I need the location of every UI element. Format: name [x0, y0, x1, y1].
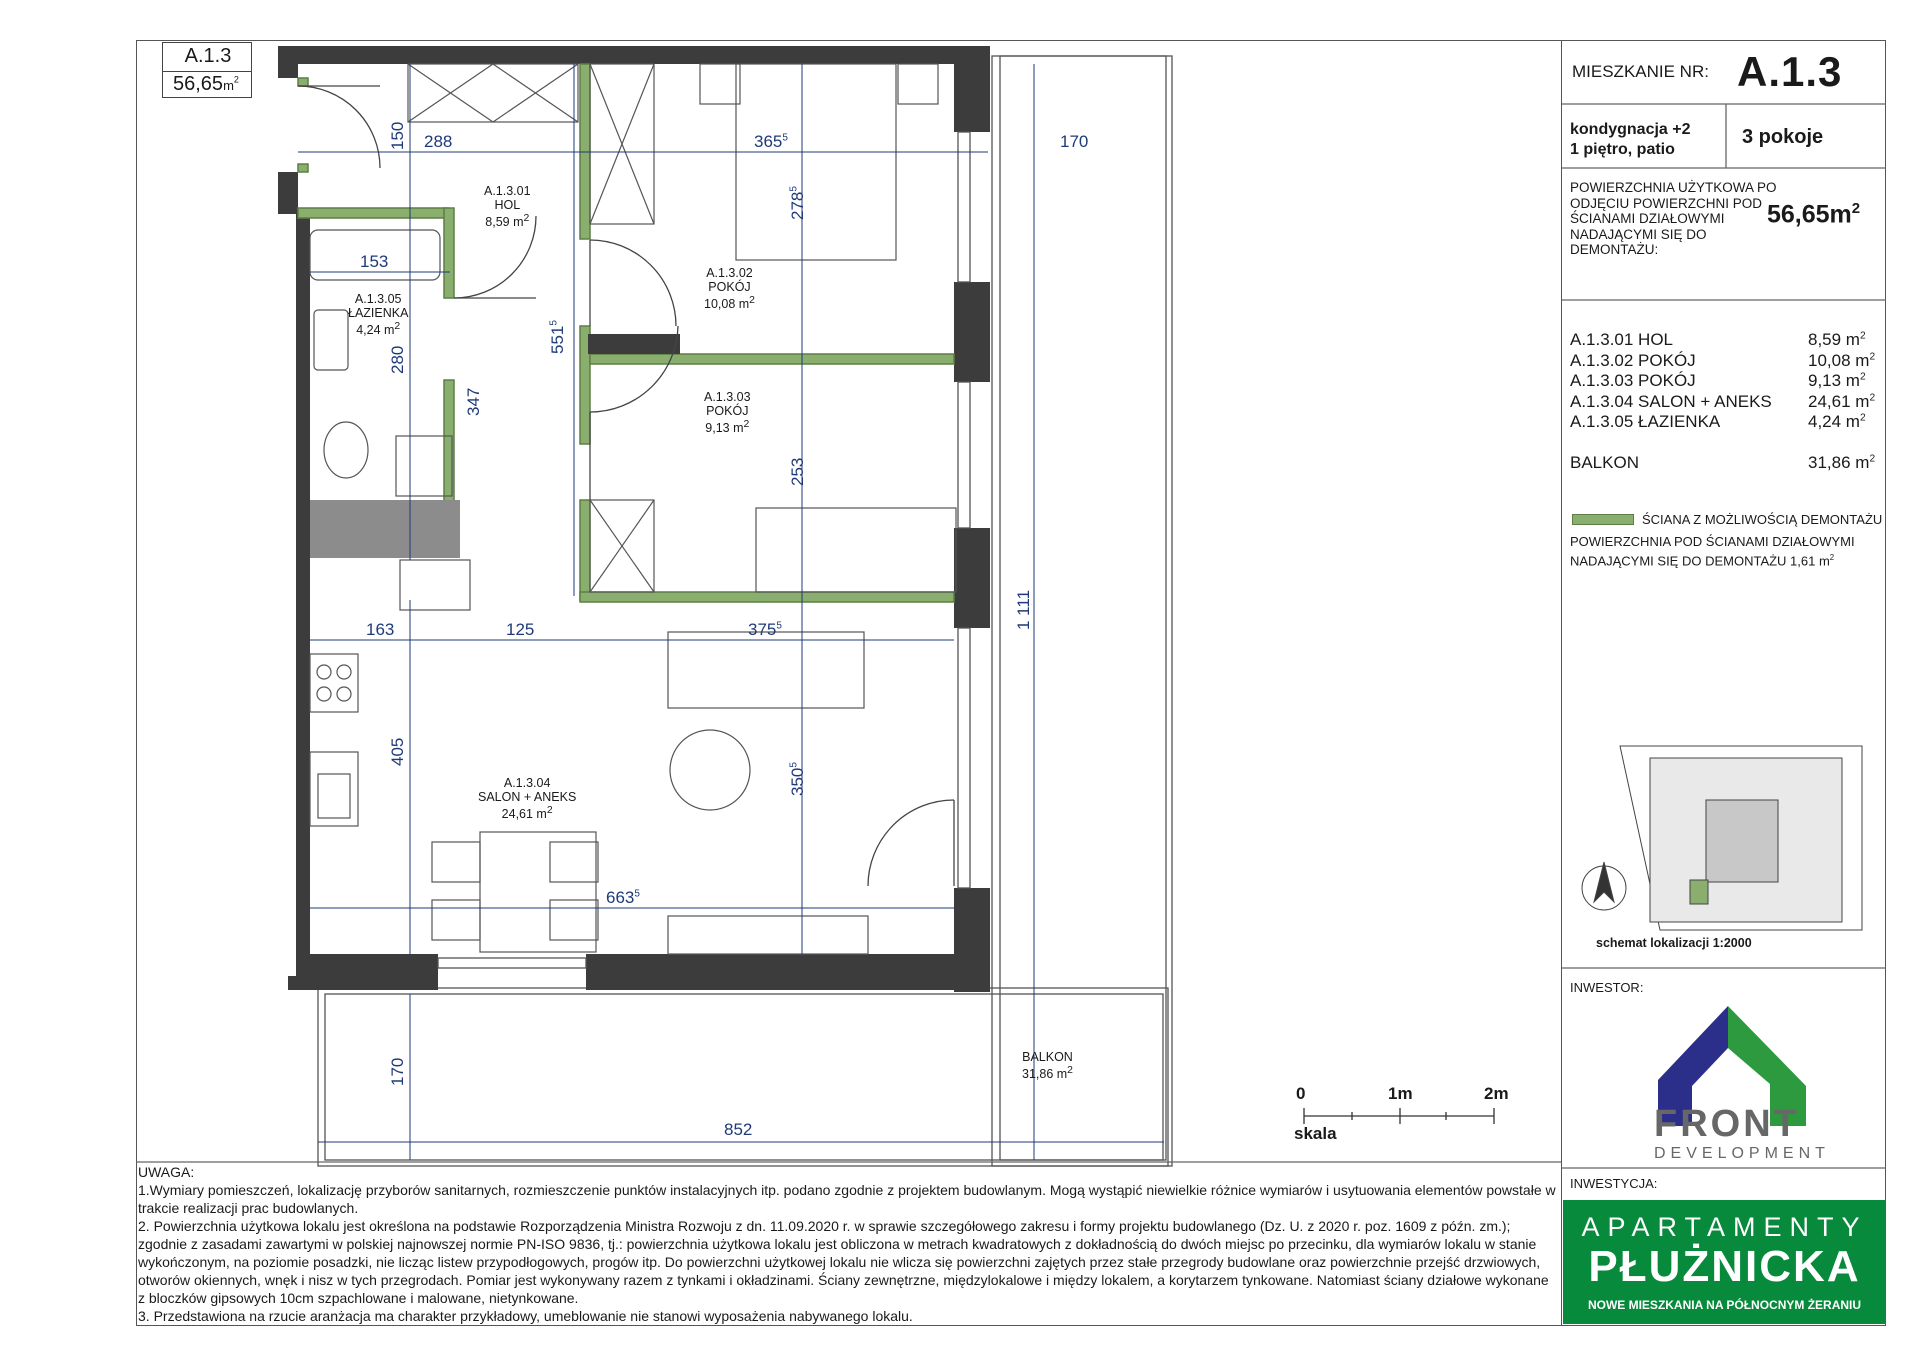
dim-551 — [548, 320, 568, 354]
info-sidebar — [1561, 40, 1886, 1326]
room-id: A.1.3.04 — [503, 776, 551, 790]
area-value — [1767, 200, 1860, 229]
list-item-area — [1808, 330, 1880, 351]
list-item-area-value: 9,13 m — [1808, 371, 1860, 390]
dim-253: 253 — [788, 457, 807, 486]
unit-area-unit: m — [223, 78, 234, 93]
apartment-number: A.1.3 — [1737, 48, 1843, 95]
dim-350 — [788, 762, 808, 796]
project-logo — [1563, 1200, 1886, 1324]
area-description: POWIERZCHNIA UŻYTKOWA PO ODJĘCIU POWIERZCHNI POD ŚCIANAMI DZIAŁOWYMI NADAJĄCYMI SIĘ DO DEMONTAŻU: — [1570, 180, 1777, 258]
dim-1111: 1 111 — [1014, 589, 1033, 630]
area-value-number: 56,65m — [1767, 200, 1852, 229]
dim-852: 852 — [724, 1120, 753, 1139]
dim-125: 125 — [506, 620, 535, 639]
list-item-area — [1808, 392, 1880, 413]
room-area — [704, 294, 755, 311]
schema-caption: schemat lokalizacji 1:2000 — [1596, 936, 1752, 950]
room-area — [1022, 1064, 1073, 1081]
project-line2: PŁUŻNICKA — [1588, 1242, 1861, 1291]
investor-name: FRONT — [1654, 1103, 1800, 1145]
dim-365-sup: 5 — [782, 132, 788, 144]
dim-365 — [754, 132, 788, 152]
unit-area-sup: 2 — [233, 74, 239, 85]
room-area — [704, 418, 751, 435]
list-item-area — [1808, 371, 1880, 392]
dim-278-value: 278 — [788, 191, 807, 220]
room-area-sup: 2 — [1067, 1065, 1073, 1076]
list-item — [1570, 392, 1880, 413]
scale-1m: 1m — [1388, 1084, 1413, 1103]
apartment-label: MIESZKANIE NR: — [1572, 62, 1709, 81]
room-area-sup: 2 — [743, 419, 750, 430]
room-id: A.1.3.02 — [706, 266, 753, 280]
dim-551-value: 551 — [548, 325, 567, 354]
list-item — [1570, 330, 1880, 351]
room-label-lazienka — [348, 292, 408, 337]
notes-section — [138, 1163, 1558, 1325]
notes-title: UWAGA: — [138, 1164, 195, 1180]
list-item-name: A.1.3.01 HOL — [1570, 330, 1674, 349]
dim-663-value: 663 — [606, 888, 635, 907]
list-item — [1570, 351, 1880, 372]
scale-2m: 2m — [1484, 1084, 1509, 1103]
list-item-area — [1808, 412, 1880, 433]
project-line1: APARTAMENTY — [1581, 1212, 1868, 1242]
dim-375-value: 375 — [748, 620, 777, 639]
dim-551-sup: 5 — [548, 320, 560, 326]
list-item-name: A.1.3.04 SALON + ANEKS — [1570, 391, 1772, 411]
dim-375 — [748, 620, 782, 640]
list-item-area-value: 24,61 m — [1808, 391, 1870, 411]
kitchen-counter — [310, 500, 460, 558]
note-3: 3. Przedstawiona na rzucie aranżacja ma charakter przykładowy, umeblowanie nie stanowi wyposażenia nabywanego lokalu. — [138, 1308, 913, 1324]
room-area-value: 24,61 m — [501, 807, 547, 822]
list-item-name: A.1.3.02 POKÓJ — [1570, 350, 1696, 370]
unit-area — [173, 73, 239, 96]
investor-label: INWESTOR: — [1570, 980, 1644, 995]
dim-663 — [606, 888, 640, 908]
note-1: 1.Wymiary pomieszczeń, lokalizację przyborów sanitarnych, rozmieszczenie punktów instalacyjnych itp. podano zgodnie z projektem budowlanym. Mogą wystąpić niewielkie różnice wymiarów i usytuowania elementów powstałe w trakcie realizacji prac budowlanych. — [138, 1182, 1556, 1216]
unit-area-value: 56,65 — [173, 73, 224, 95]
room-label-pokoj-2 — [704, 390, 751, 435]
room-area-sup: 2 — [523, 213, 530, 224]
dim-663-sup: 5 — [634, 888, 640, 900]
dim-163: 163 — [366, 620, 395, 639]
room-name: POKÓJ — [708, 280, 751, 294]
legend-swatch — [1572, 514, 1634, 525]
dim-375-sup: 5 — [776, 620, 782, 632]
dim-153: 153 — [360, 252, 389, 271]
scale-label: skala — [1294, 1124, 1337, 1143]
list-item-area-value: 10,08 m — [1808, 350, 1870, 370]
unit-id: A.1.3 — [184, 45, 232, 67]
room-area-sup: 2 — [749, 295, 755, 306]
list-item — [1570, 371, 1880, 392]
list-item-name: BALKON — [1570, 452, 1639, 472]
area-value-sup: 2 — [1851, 200, 1861, 217]
room-area — [484, 212, 531, 229]
list-item-area — [1808, 453, 1880, 474]
list-item-area — [1808, 351, 1880, 372]
room-area-sup: 2 — [546, 805, 553, 816]
room-area-value: 10,08 m — [704, 297, 750, 312]
dim-280: 280 — [388, 345, 407, 374]
investment-label: INWESTYCJA: — [1570, 1176, 1658, 1191]
room-area-value: 31,86 m — [1022, 1067, 1068, 1082]
scale-0: 0 — [1296, 1084, 1306, 1103]
list-item-area-sup: 2 — [1859, 371, 1866, 383]
room-name: POKÓJ — [706, 404, 749, 418]
list-item-area-value: 4,24 m — [1808, 412, 1860, 431]
dim-347: 347 — [464, 387, 483, 416]
dim-405: 405 — [388, 737, 407, 766]
room-label-hol — [484, 184, 531, 229]
room-id: A.1.3.03 — [704, 390, 751, 404]
dim-170-balcony: 170 — [388, 1057, 407, 1086]
room-id: BALKON — [1022, 1050, 1073, 1064]
room-list — [1570, 330, 1880, 473]
list-item-area-sup: 2 — [1859, 412, 1866, 424]
legend-text: ŚCIANA Z MOŻLIWOŚCIĄ DEMONTAŻU — [1642, 512, 1883, 527]
room-area — [348, 320, 408, 337]
note-2: 2. Powierzchnia użytkowa lokalu jest określona na podstawie Rozporządzenia Ministra Rozwoju z dn. 11.09.2020 r. w sprawie szczegółowego zakresu i formy projektu budowlanego (Dz. U. z 2020 r. poz. 1609 z późn. zm.); zgodnie z zasadami zawartymi w polskiej najnowszej normie PN-ISO 9836, tj.: powierzchnia użytkowa lokalu jest obliczona w metrach kwadratowych z dokładnością do dwóch miejsc po przecinku, dla wymiarów lokalu w stanie wykończonym, na poziomie posadzki, nie licząc listew przypodłogowych, progów itp. Do powierzchni użytkowej lokalu nie wlicza się powierzchni zajętych przez stałe przegrody budowlane oraz powierzchnie przejść drzwiowych, otworów okiennych, wnęk i nisz w tych przegrodach. Pomiar jest wykonywany razem z tynkami i okładzinami. Ściany zewnętrzne, międzylokalowe i między lokalem, a korytarzem tynkowane. Natomiast ściany działowe wykonane z bloczków gipsowych 10cm szpachlowane i malowane, nietynkowane. — [138, 1218, 1549, 1306]
list-item-area-sup: 2 — [1869, 391, 1876, 403]
floor-row — [1562, 104, 1886, 168]
dim-170: 170 — [1060, 132, 1089, 151]
dim-350-value: 350 — [788, 767, 807, 796]
dim-278 — [788, 186, 808, 220]
unit-header-box — [162, 42, 252, 98]
room-area-value: 8,59 m — [485, 215, 524, 230]
list-item — [1570, 412, 1880, 433]
rooms-count: 3 pokoje — [1742, 126, 1824, 148]
list-item-area-value: 8,59 m — [1808, 330, 1860, 349]
door-header-wall — [588, 334, 680, 354]
windows — [438, 132, 970, 968]
usable-area-row — [1562, 168, 1886, 300]
room-area-value: 4,24 m — [356, 323, 395, 338]
legend-note — [1570, 534, 1880, 569]
legend-note-sup: 2 — [1829, 553, 1835, 562]
list-item-name: A.1.3.03 POKÓJ — [1570, 371, 1696, 390]
scale-bar — [1304, 1108, 1494, 1124]
room-label-balkon — [1022, 1050, 1073, 1081]
dim-350-sup: 5 — [788, 762, 800, 768]
room-area-value: 9,13 m — [705, 421, 744, 436]
floor-info — [1570, 120, 1691, 160]
room-label-salon — [478, 776, 576, 821]
list-item-balkon — [1570, 453, 1880, 474]
dimension-lines — [298, 64, 1164, 1160]
list-item-name: A.1.3.05 ŁAZIENKA — [1570, 412, 1721, 431]
room-id: A.1.3.01 — [484, 184, 531, 198]
room-name: HOL — [494, 198, 521, 212]
room-label-pokoj-1 — [704, 266, 755, 311]
list-item-area-sup: 2 — [1869, 452, 1876, 464]
list-item-area-sup: 2 — [1859, 330, 1866, 342]
dim-288: 288 — [424, 132, 453, 151]
list-item-area-value: 31,86 m — [1808, 452, 1870, 472]
dim-150: 150 — [388, 121, 407, 150]
room-area — [478, 804, 576, 821]
room-id: A.1.3.05 — [354, 292, 402, 306]
floor-line1: kondygnacja +2 — [1570, 121, 1691, 138]
floor-line2: 1 piętro, patio — [1570, 141, 1675, 158]
list-item-area-sup: 2 — [1869, 350, 1876, 362]
legend-note-text: POWIERZCHNIA POD ŚCIANAMI DZIAŁOWYMI NADAJĄCYMI SIĘ DO DEMONTAŻU 1,61 m — [1570, 534, 1855, 569]
dim-365-value: 365 — [754, 132, 783, 151]
room-area-sup: 2 — [394, 321, 401, 332]
room-name: SALON + ANEKS — [478, 790, 577, 804]
room-name: ŁAZIENKA — [348, 306, 409, 320]
project-line3: NOWE MIESZKANIA NA PÓŁNOCNYM ŻERANIU — [1587, 1298, 1862, 1312]
dim-278-sup: 5 — [788, 186, 800, 192]
investor-subtitle: DEVELOPMENT — [1654, 1145, 1830, 1162]
